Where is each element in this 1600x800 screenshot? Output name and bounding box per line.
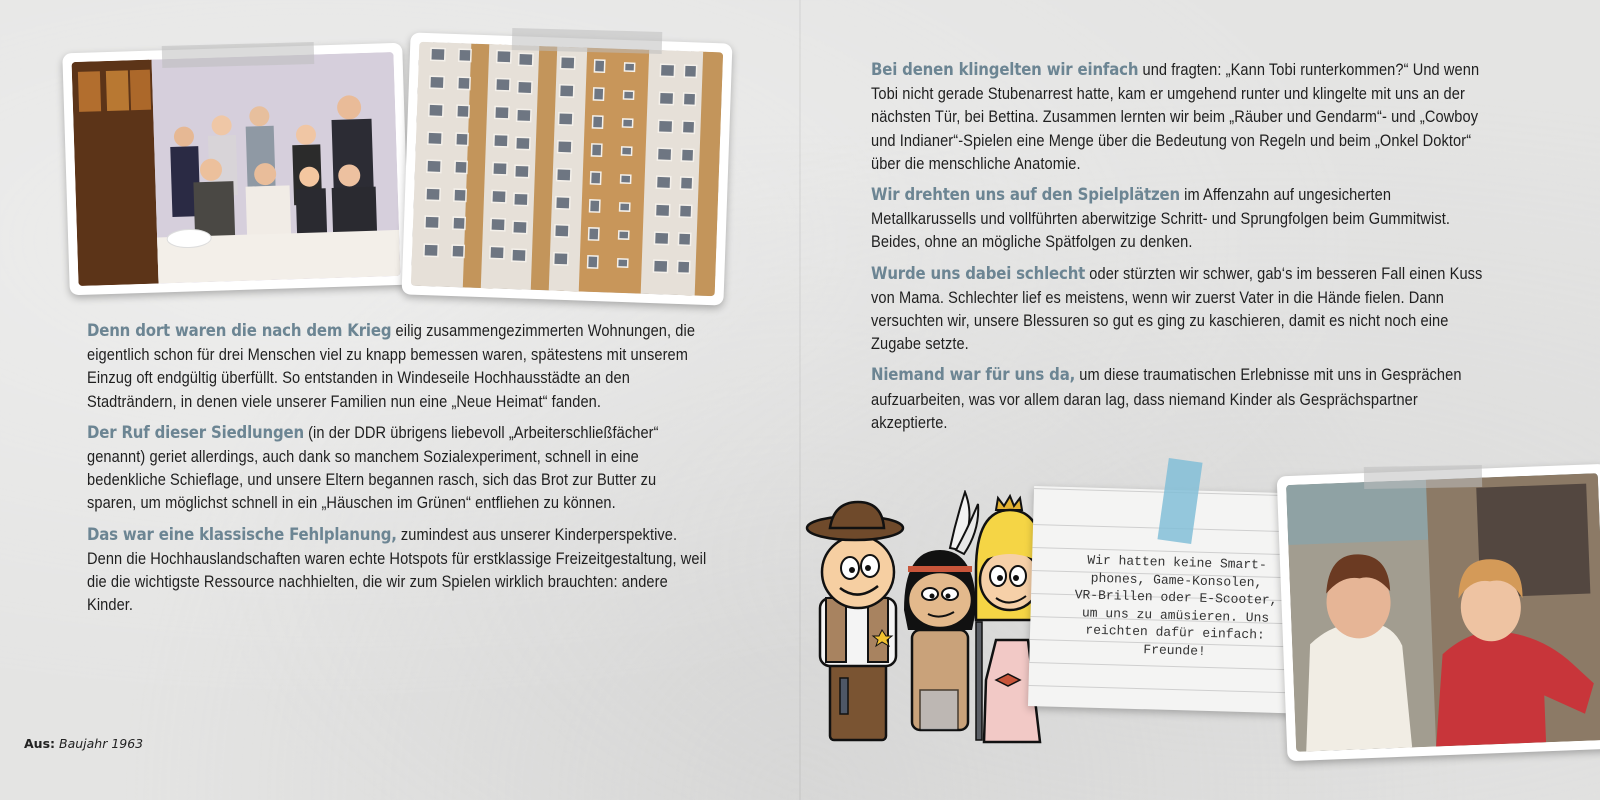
- note-text: Wir hatten keine Smart- phones, Game-Konsolen, VR-Brillen oder E-Scooter, um uns zu amüsieren. Uns reichten dafür einfach: Freunde!: [1074, 552, 1278, 659]
- paragraph-lead: Niemand war für uns da,: [871, 365, 1076, 386]
- high-rise-building-photo: [402, 32, 733, 305]
- paragraph: [871, 183, 1491, 254]
- source-credit: [24, 736, 143, 751]
- kids-illustration: [1286, 473, 1600, 752]
- native-american-character: [904, 492, 982, 740]
- paragraph: [871, 262, 1491, 356]
- paragraph-lead: Denn dort waren die nach dem Krieg: [87, 321, 392, 341]
- building-image: [411, 42, 723, 296]
- photo-tape: [512, 28, 663, 54]
- left-text-column: [87, 319, 707, 624]
- paragraph-body: oder stürzten wir schwer, gab‘s im besseren Fall einen Kuss von Mama. Schlechter lief es meistens, wenn wir zuerst Vater in die Hände fielen. Dann versuchten wir, unsere Blessuren so gut es ging zu kaschieren, damit es nicht noch eine Zugabe setzte.: [871, 263, 1483, 354]
- paragraph: [871, 58, 1491, 175]
- paragraph-lead: Der Ruf dieser Siedlungen: [87, 422, 304, 443]
- paragraph-lead: Wurde uns dabei schlecht: [871, 263, 1086, 284]
- family-gathering-photo: [62, 43, 409, 296]
- paragraph-body: um diese traumatischen Erlebnisse mit uns in Gesprächen aufzuarbeiten, was vor allem daran lag, dass niemand Kinder als Gesprächspartner akzeptierte.: [871, 365, 1462, 432]
- source-label: Aus:: [24, 736, 56, 751]
- paragraph-lead: Bei denen klingelten wir einfach: [871, 60, 1139, 80]
- cartoon-characters: [800, 490, 1045, 745]
- two-boys-by-car-photo: [1277, 464, 1600, 761]
- building-illustration: [411, 42, 723, 296]
- cartoon-kids-illustration: [800, 490, 1045, 745]
- paragraph-body: eilig zusammengezimmerten Wohnungen, die eigentlich schon für drei Menschen viel zu knapp bemessen waren, spätestens mit unserem Einzug oft endgültig überfüllt. So entstanden in Windeseile Hochhausstädte an den Stadträndern, in denen viele unserer Familien nun eine „Neue Heimat“ fanden.: [87, 321, 696, 411]
- paragraph: [87, 523, 707, 617]
- photo-tape: [162, 42, 315, 68]
- paragraph: [87, 319, 707, 413]
- paragraph-body: zumindest aus unserer Kinderperspektive. Denn die Hochhauslandschaften waren echte Hotspots für erstklassige Freizeitgestaltung, weil die die wichtigste Ressource nachhielten, die wir zum Spielen wirklich brauchten: andere Kinder.: [87, 524, 707, 615]
- paragraph-body: (in der DDR übrigens liebevoll „Arbeiterschließfächer“ genannt) geriet allerdings, auch dank so manchem Sozialexperiment, schnell in eine bedenkliche Schieflage, und unsere Eltern begannen rasch, sich das Brot zur Butter zu sparen, um möglichst schnell in ein „Häuschen im Grünen“ entfliehen zu können.: [87, 422, 659, 513]
- family-illustration: [72, 52, 401, 286]
- kids-image: [1286, 473, 1600, 752]
- cowboy-character: [807, 502, 903, 740]
- photo-tape: [1364, 465, 1482, 489]
- paragraph-body: im Affenzahn auf ungesicherten Metallkarussells und vollführten aberwitzige Schritt- und Sprungfolgen beim Gummitwist. Beides, ohne an mögliche Spätfolgen zu denken.: [871, 185, 1451, 252]
- family-image: [72, 52, 401, 286]
- paragraph: [87, 421, 707, 515]
- paragraph-body: und fragten: „Kann Tobi runterkommen?“ Und wenn Tobi nicht gerade Stubenarrest hatte, kam er umgehend runter und klingelte mit uns an der nächsten Tür, bei Bettina. Zusammen lernten wir beim „Räuber und Gendarm“- und „Cowboy und Indianer“-Spielen eine Menge über die Bedeutung von Regeln und beim „Onkel Doktor“ über die menschliche Anatomie.: [871, 60, 1480, 173]
- right-text-column: [871, 58, 1491, 442]
- paragraph: [871, 363, 1491, 434]
- paragraph-lead: Das war eine klassische Fehlplanung,: [87, 524, 397, 545]
- paragraph-lead: Wir drehten uns auf den Spielplätzen: [871, 185, 1180, 206]
- source-title: Baujahr 1963: [59, 736, 144, 751]
